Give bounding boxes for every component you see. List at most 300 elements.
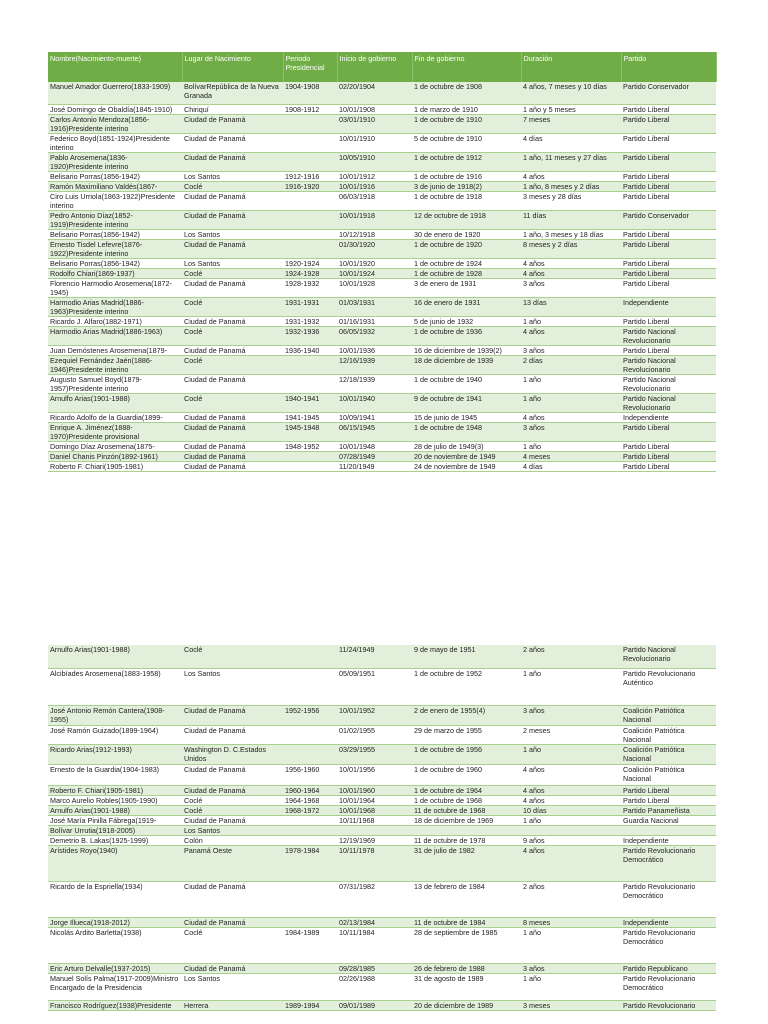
cell-birthplace: Coclé	[182, 805, 283, 815]
cell-end: 11 de octubre de 1978	[412, 835, 521, 845]
cell-birthplace: Coclé	[182, 927, 283, 963]
table-row	[48, 239, 716, 258]
cell-duration: 1 año, 11 meses y 27 días	[521, 152, 621, 171]
cell-period: 1989-1994	[283, 1000, 337, 1010]
cell-start: 10/11/1968	[337, 815, 412, 825]
cell-party: Partido Liberal	[621, 181, 716, 191]
cell-period	[283, 451, 337, 461]
table-row	[48, 268, 716, 278]
cell-party: Partido Liberal	[621, 422, 716, 441]
cell-party: Partido Nacional Revolucionario	[621, 326, 716, 345]
cell-name: Demetrio B. Lakas(1925-1999)	[48, 835, 182, 845]
table-row	[48, 785, 716, 795]
cell-birthplace: Ciudad de Panamá	[182, 316, 283, 326]
table-row	[48, 229, 716, 239]
cell-end: 1 de octubre de 1916	[412, 171, 521, 181]
cell-name: José Antonio Remón Cantera(1908-1955)	[48, 705, 182, 725]
cell-duration: 1 año	[521, 668, 621, 705]
cell-period	[283, 668, 337, 705]
cell-start: 10/11/1978	[337, 845, 412, 881]
table-row	[48, 441, 716, 451]
cell-party: Coalición Patriótica Nacional	[621, 744, 716, 764]
cell-end: 1 de octubre de 1936	[412, 326, 521, 345]
cell-party: Coalición Patriótica Nacional	[621, 725, 716, 744]
table-row	[48, 881, 716, 917]
cell-name: Harmodio Arias Madrid(1886-1963)Presidente interino	[48, 297, 182, 316]
cell-party: Partido Liberal	[621, 191, 716, 210]
cell-end: 31 de agosto de 1989	[412, 973, 521, 1000]
cell-start: 10/05/1910	[337, 152, 412, 171]
cell-birthplace: Los Santos	[182, 258, 283, 268]
cell-party: Partido Liberal	[621, 461, 716, 471]
cell-name: Belisario Porras(1856-1942)	[48, 258, 182, 268]
cell-name: José María Pinilla Fábrega(1919-	[48, 815, 182, 825]
cell-start: 10/12/1918	[337, 229, 412, 239]
table-row	[48, 326, 716, 345]
presidents-table-2	[48, 645, 716, 1011]
cell-duration: 1 año, 8 meses y 2 días	[521, 181, 621, 191]
cell-party: Partido Liberal	[621, 795, 716, 805]
cell-end: 1 de octubre de 1918	[412, 191, 521, 210]
cell-party: Partido Revolucionario Auténtico	[621, 668, 716, 705]
cell-period	[283, 917, 337, 927]
cell-birthplace: Ciudad de Panamá	[182, 239, 283, 258]
cell-period	[283, 973, 337, 1000]
cell-start: 10/01/1940	[337, 393, 412, 412]
table-row	[48, 210, 716, 229]
cell-name: José Ramón Guizado(1899-1964)	[48, 725, 182, 744]
cell-start: 06/05/1932	[337, 326, 412, 345]
table-row	[48, 133, 716, 152]
cell-birthplace: Los Santos	[182, 668, 283, 705]
cell-period: 1932-1936	[283, 326, 337, 345]
cell-start: 10/01/1910	[337, 133, 412, 152]
cell-period: 1916-1920	[283, 181, 337, 191]
cell-duration: 4 años	[521, 268, 621, 278]
cell-name: Jorge Illueca(1918-2012)	[48, 917, 182, 927]
cell-start: 01/30/1920	[337, 239, 412, 258]
table-header-row	[48, 52, 716, 82]
cell-birthplace: Ciudad de Panamá	[182, 422, 283, 441]
cell-duration: 2 meses	[521, 725, 621, 744]
cell-party: Independiente	[621, 412, 716, 422]
cell-period: 1978-1984	[283, 845, 337, 881]
cell-start: 01/02/1955	[337, 725, 412, 744]
cell-duration: 11 días	[521, 210, 621, 229]
cell-period	[283, 239, 337, 258]
table-row	[48, 725, 716, 744]
cell-name: Bolívar Urrutia(1918-2005)	[48, 825, 182, 835]
cell-start: 02/20/1904	[337, 82, 412, 104]
cell-start: 03/29/1955	[337, 744, 412, 764]
cell-name: Ricardo J. Alfaro(1882-1971)	[48, 316, 182, 326]
cell-period: 1908-1912	[283, 104, 337, 114]
table-row	[48, 451, 716, 461]
cell-name: Ernesto de la Guardia(1904-1983)	[48, 764, 182, 785]
cell-period	[283, 963, 337, 973]
table-row	[48, 668, 716, 705]
cell-duration: 1 año	[521, 927, 621, 963]
cell-name: Ernesto Tisdel Lefevre(1876-1922)Presidente interino	[48, 239, 182, 258]
cell-duration: 1 año	[521, 744, 621, 764]
cell-end: 20 de diciembre de 1989	[412, 1000, 521, 1010]
cell-end: 18 de diciembre de 1939	[412, 355, 521, 374]
cell-birthplace: Ciudad de Panamá	[182, 345, 283, 355]
cell-start: 10/09/1941	[337, 412, 412, 422]
cell-end: 1 de octubre de 1948	[412, 422, 521, 441]
table-row	[48, 104, 716, 114]
cell-end: 1 de octubre de 1940	[412, 374, 521, 393]
cell-period: 1964-1968	[283, 795, 337, 805]
cell-name: Domingo Díaz Arosemena(1875-	[48, 441, 182, 451]
cell-party: Partido Liberal	[621, 133, 716, 152]
cell-birthplace: Coclé	[182, 268, 283, 278]
cell-end: 1 de marzo de 1910	[412, 104, 521, 114]
cell-name: Ezequiel Fernández Jaén(1886-1946)Presidente interino	[48, 355, 182, 374]
cell-party: Partido Liberal	[621, 152, 716, 171]
table-row	[48, 815, 716, 825]
table-row	[48, 963, 716, 973]
table-row	[48, 973, 716, 1000]
cell-end: 1 de octubre de 1952	[412, 668, 521, 705]
cell-name: Marco Aurelio Robles(1905-1990)	[48, 795, 182, 805]
cell-start: 10/01/1936	[337, 345, 412, 355]
cell-birthplace: Coclé	[182, 181, 283, 191]
cell-name: Carlos Antonio Mendoza(1856-1916)Presidente interino	[48, 114, 182, 133]
cell-party: Partido Liberal	[621, 785, 716, 795]
table-row	[48, 917, 716, 927]
cell-birthplace: Coclé	[182, 326, 283, 345]
table-row	[48, 422, 716, 441]
table-row	[48, 171, 716, 181]
cell-duration: 4 años, 7 meses y 10 días	[521, 82, 621, 104]
cell-duration: 3 años	[521, 422, 621, 441]
cell-duration: 1 año	[521, 441, 621, 451]
cell-period: 1928-1932	[283, 278, 337, 297]
cell-name: Roberto F. Chiari(1905-1981)	[48, 785, 182, 795]
cell-name: Pedro Antonio Díaz(1852-1919)Presidente interino	[48, 210, 182, 229]
cell-start: 11/24/1949	[337, 645, 412, 668]
cell-birthplace: Ciudad de Panamá	[182, 815, 283, 825]
cell-end: 15 de junio de 1945	[412, 412, 521, 422]
cell-birthplace: Los Santos	[182, 825, 283, 835]
cell-birthplace: Coclé	[182, 297, 283, 316]
cell-duration: 4 años	[521, 764, 621, 785]
cell-birthplace: Los Santos	[182, 171, 283, 181]
cell-birthplace: Ciudad de Panamá	[182, 725, 283, 744]
cell-duration: 2 años	[521, 881, 621, 917]
cell-duration: 8 meses	[521, 917, 621, 927]
cell-duration: 1 año	[521, 316, 621, 326]
cell-name: Ricardo Adolfo de la Guardia(1899-	[48, 412, 182, 422]
cell-period	[283, 835, 337, 845]
cell-period: 1904-1908	[283, 82, 337, 104]
cell-party: Partido Liberal	[621, 441, 716, 451]
cell-end: 18 de diciembre de 1969	[412, 815, 521, 825]
table-row	[48, 82, 716, 104]
cell-duration: 4 años	[521, 795, 621, 805]
cell-end: 9 de octubre de 1941	[412, 393, 521, 412]
cell-name: Enrique A. Jiménez(1888-1970)Presidente provisional	[48, 422, 182, 441]
cell-party: Independiente	[621, 297, 716, 316]
cell-party: Guardia Nacional	[621, 815, 716, 825]
cell-name: Belisario Porras(1856-1942)	[48, 171, 182, 181]
cell-end: 3 de junio de 1918(2)	[412, 181, 521, 191]
cell-end: 2 de enero de 1955(4)	[412, 705, 521, 725]
header-duration: Duración	[521, 52, 621, 82]
cell-start: 10/01/1920	[337, 258, 412, 268]
cell-period: 1952-1956	[283, 705, 337, 725]
cell-duration: 2 años	[521, 645, 621, 668]
cell-start	[337, 825, 412, 835]
cell-period	[283, 114, 337, 133]
cell-name: Arnulfo Arias(1901-1988)	[48, 393, 182, 412]
cell-birthplace: Ciudad de Panamá	[182, 881, 283, 917]
table-row	[48, 152, 716, 171]
table-row	[48, 845, 716, 881]
cell-duration: 4 años	[521, 171, 621, 181]
cell-duration: 8 meses y 2 días	[521, 239, 621, 258]
cell-start: 12/19/1969	[337, 835, 412, 845]
cell-name: Augusto Samuel Boyd(1879-1957)Presidente interino	[48, 374, 182, 393]
cell-period: 1984-1989	[283, 927, 337, 963]
cell-duration: 7 meses	[521, 114, 621, 133]
cell-party: Partido Nacional Revolucionario	[621, 374, 716, 393]
cell-name: Ricardo Arias(1912-1993)	[48, 744, 182, 764]
table-row	[48, 181, 716, 191]
cell-birthplace: Ciudad de Panamá	[182, 152, 283, 171]
cell-end: 5 de junio de 1932	[412, 316, 521, 326]
cell-party: Partido Nacional Revolucionario	[621, 355, 716, 374]
cell-end: 1 de octubre de 1964	[412, 785, 521, 795]
cell-duration: 1 año y 5 meses	[521, 104, 621, 114]
cell-duration: 3 años	[521, 345, 621, 355]
cell-duration: 9 años	[521, 835, 621, 845]
cell-start: 12/16/1939	[337, 355, 412, 374]
cell-party: Partido Revolucionario	[621, 1000, 716, 1010]
cell-start: 10/01/1952	[337, 705, 412, 725]
table-row	[48, 1000, 716, 1010]
cell-name: Ricardo de la Espriella(1934)	[48, 881, 182, 917]
cell-period	[283, 152, 337, 171]
header-name: Nombre(Nacimiento-muerte)	[48, 52, 182, 82]
cell-start: 10/01/1968	[337, 805, 412, 815]
cell-end: 9 de mayo de 1951	[412, 645, 521, 668]
cell-party: Partido Liberal	[621, 239, 716, 258]
cell-period: 1931-1932	[283, 316, 337, 326]
cell-end: 1 de octubre de 1956	[412, 744, 521, 764]
cell-period	[283, 191, 337, 210]
cell-birthplace: Colón	[182, 835, 283, 845]
cell-birthplace: Ciudad de Panamá	[182, 963, 283, 973]
cell-end: 26 de febrero de 1988	[412, 963, 521, 973]
cell-end: 11 de octubre de 1968	[412, 805, 521, 815]
cell-party: Partido Liberal	[621, 278, 716, 297]
cell-birthplace: Ciudad de Panamá	[182, 917, 283, 927]
cell-name: Belisario Porras(1856-1942)	[48, 229, 182, 239]
cell-start: 10/01/1956	[337, 764, 412, 785]
cell-start: 06/03/1918	[337, 191, 412, 210]
cell-start: 09/28/1985	[337, 963, 412, 973]
cell-name: Arnulfo Arias(1901-1988)	[48, 645, 182, 668]
cell-birthplace: Ciudad de Panamá	[182, 210, 283, 229]
cell-end: 1 de octubre de 1912	[412, 152, 521, 171]
cell-start: 10/01/1964	[337, 795, 412, 805]
cell-name: Ramón Maximiliano Valdés(1867-	[48, 181, 182, 191]
cell-start: 10/01/1912	[337, 171, 412, 181]
cell-end: 13 de febrero de 1984	[412, 881, 521, 917]
cell-duration: 4 años	[521, 845, 621, 881]
cell-start: 10/01/1924	[337, 268, 412, 278]
cell-start: 06/15/1945	[337, 422, 412, 441]
cell-party: Partido Liberal	[621, 104, 716, 114]
cell-party: Partido Revolucionario Democrático	[621, 973, 716, 1000]
table-row	[48, 297, 716, 316]
cell-birthplace: Ciudad de Panamá	[182, 412, 283, 422]
cell-party: Coalición Patriótica Nacional	[621, 705, 716, 725]
cell-name: Pablo Arosemena(1836-1920)Presidente interino	[48, 152, 182, 171]
cell-party: Partido Republicano	[621, 963, 716, 973]
table-row	[48, 461, 716, 471]
table-row	[48, 393, 716, 412]
cell-end: 1 de octubre de 1928	[412, 268, 521, 278]
cell-name: Manuel Amador Guerrero(1833-1909)	[48, 82, 182, 104]
cell-party: Partido Liberal	[621, 268, 716, 278]
cell-birthplace: Washington D. C.Estados Unidos	[182, 744, 283, 764]
cell-period	[283, 210, 337, 229]
cell-birthplace: Chiriquí	[182, 104, 283, 114]
cell-end: 1 de octubre de 1910	[412, 114, 521, 133]
cell-party: Partido Nacional Revolucionario	[621, 645, 716, 668]
cell-birthplace: Ciudad de Panamá	[182, 451, 283, 461]
cell-party: Independiente	[621, 835, 716, 845]
cell-birthplace: Ciudad de Panamá	[182, 278, 283, 297]
cell-period	[283, 815, 337, 825]
cell-start: 11/20/1949	[337, 461, 412, 471]
cell-period: 1924-1928	[283, 268, 337, 278]
cell-name: José Domingo de Obaldía(1845-1910)	[48, 104, 182, 114]
table-row	[48, 744, 716, 764]
cell-duration: 1 año	[521, 374, 621, 393]
cell-party: Partido Revolucionario Democrático	[621, 845, 716, 881]
presidents-table-1	[48, 52, 717, 472]
cell-name: Juan Demóstenes Arosemena(1879-	[48, 345, 182, 355]
cell-period: 1968-1972	[283, 805, 337, 815]
table-row	[48, 927, 716, 963]
cell-end: 28 de septiembre de 1985	[412, 927, 521, 963]
cell-duration: 4 días	[521, 133, 621, 152]
cell-duration: 4 años	[521, 785, 621, 795]
cell-party: Partido Liberal	[621, 451, 716, 461]
cell-start: 10/01/1908	[337, 104, 412, 114]
header-end: Fin de gobierno	[412, 52, 521, 82]
table-row	[48, 412, 716, 422]
cell-period: 1960-1964	[283, 785, 337, 795]
cell-start: 10/01/1948	[337, 441, 412, 451]
cell-party: Partido Liberal	[621, 258, 716, 268]
cell-end: 29 de marzo de 1955	[412, 725, 521, 744]
cell-period: 1941-1945	[283, 412, 337, 422]
cell-birthplace: Ciudad de Panamá	[182, 114, 283, 133]
header-period: Periodo Presidencial	[283, 52, 337, 82]
table-row	[48, 764, 716, 785]
cell-start: 10/01/1928	[337, 278, 412, 297]
cell-period	[283, 355, 337, 374]
cell-end: 16 de enero de 1931	[412, 297, 521, 316]
table-row	[48, 191, 716, 210]
cell-start: 07/28/1949	[337, 451, 412, 461]
cell-end: 12 de octubre de 1918	[412, 210, 521, 229]
cell-duration: 4 meses	[521, 451, 621, 461]
cell-birthplace: Ciudad de Panamá	[182, 191, 283, 210]
cell-period: 1945-1948	[283, 422, 337, 441]
cell-party: Partido Conservador	[621, 210, 716, 229]
cell-name: Daniel Chanis Pinzón(1892-1961)	[48, 451, 182, 461]
cell-start: 10/01/1960	[337, 785, 412, 795]
header-start: Inicio de gobierno	[337, 52, 412, 82]
cell-duration: 4 años	[521, 326, 621, 345]
cell-period: 1956-1960	[283, 764, 337, 785]
cell-start: 12/18/1939	[337, 374, 412, 393]
cell-period	[283, 825, 337, 835]
cell-name: Harmodio Arias Madrid(1886-1963)	[48, 326, 182, 345]
cell-duration: 3 años	[521, 963, 621, 973]
cell-period	[283, 374, 337, 393]
cell-start: 10/01/1916	[337, 181, 412, 191]
cell-end: 1 de octubre de 1968	[412, 795, 521, 805]
cell-duration: 3 años	[521, 278, 621, 297]
cell-name: Roberto F. Chiari(1905-1981)	[48, 461, 182, 471]
cell-duration: 1 año	[521, 393, 621, 412]
cell-party: Partido Panameñista	[621, 805, 716, 815]
cell-period: 1931-1931	[283, 297, 337, 316]
cell-party: Partido Liberal	[621, 316, 716, 326]
cell-end: 1 de octubre de 1908	[412, 82, 521, 104]
table-row	[48, 345, 716, 355]
cell-birthplace: Ciudad de Panamá	[182, 764, 283, 785]
cell-period	[283, 881, 337, 917]
cell-duration: 1 año	[521, 815, 621, 825]
cell-start: 01/16/1931	[337, 316, 412, 326]
cell-period	[283, 461, 337, 471]
table-row	[48, 805, 716, 815]
cell-end: 16 de diciembre de 1939(2)	[412, 345, 521, 355]
cell-name: Nicolás Ardito Barletta(1938)	[48, 927, 182, 963]
cell-birthplace: Ciudad de Panamá	[182, 705, 283, 725]
header-birthplace: Lugar de Nacimiento	[182, 52, 283, 82]
table-row	[48, 825, 716, 835]
cell-party: Partido Nacional Revolucionario	[621, 393, 716, 412]
cell-party: Coalición Patriótica Nacional	[621, 764, 716, 785]
cell-birthplace: Coclé	[182, 355, 283, 374]
cell-end: 1 de octubre de 1920	[412, 239, 521, 258]
cell-name: Federico Boyd(1851-1924)Presidente interino	[48, 133, 182, 152]
cell-name: Alcibíades Arosemena(1883-1958)	[48, 668, 182, 705]
cell-name: Manuel Solís Palma(1917-2009)Ministro Encargado de la Presidencia	[48, 973, 182, 1000]
cell-start: 07/31/1982	[337, 881, 412, 917]
cell-period	[283, 645, 337, 668]
cell-party: Partido Liberal	[621, 345, 716, 355]
cell-period	[283, 744, 337, 764]
cell-party: Partido Liberal	[621, 171, 716, 181]
cell-birthplace: Herrera	[182, 1000, 283, 1010]
cell-birthplace: Ciudad de Panamá	[182, 133, 283, 152]
cell-period: 1940-1941	[283, 393, 337, 412]
table-row	[48, 258, 716, 268]
cell-end: 31 de julio de 1982	[412, 845, 521, 881]
table-row	[48, 355, 716, 374]
cell-end: 28 de julio de 1949(3)	[412, 441, 521, 451]
